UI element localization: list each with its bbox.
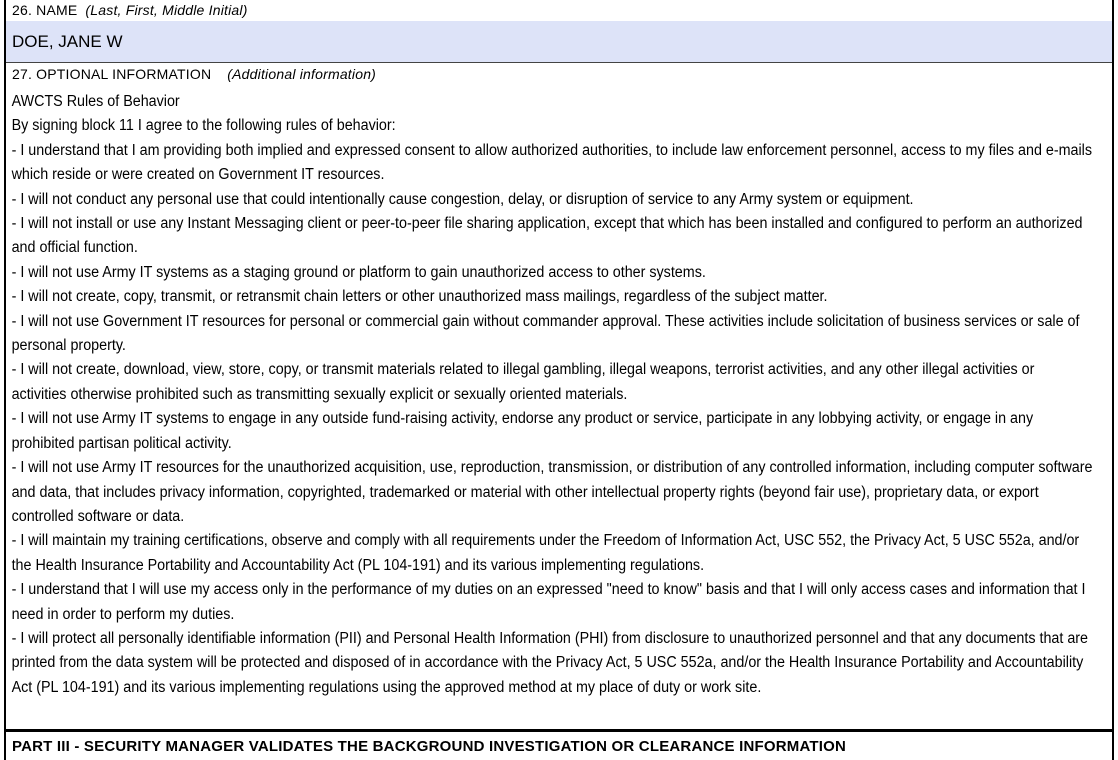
text-line: - I will protect all personally identifiable information (PII) and Personal Health Information (PHI) from disclosure to unauthorized personnel and that any documents that are printed from the data system will be protected and disposed of in accordance with the Privacy Act, 5 USC 552a, and/or the Health Insurance Portability and Accountability Act (PL 104-191) and its various implementing regulations using the approved method at my place of duty or work site. xyxy=(11,629,1089,696)
text-line: - I will not conduct any personal use that could intentionally cause congestion, delay, or disruption of service to any Army system or equipment. xyxy=(11,190,914,208)
text-line: - I will not install or use any Instant Messaging client or peer-to-peer file sharing application, except that which has been installed and configured to perform an authorized and official function. xyxy=(11,215,1083,257)
text-line: - I will not create, copy, transmit, or retransmit chain letters or other unauthorized mass mailings, regardless of the subject matter. xyxy=(11,288,828,306)
text-line: - I will not use Army IT systems to engage in any outside fund-raising activity, endorse any product or service, participate in any lobbying activity, or engage in any prohibited partisan political activity. xyxy=(11,410,1034,452)
text-line: - I will not use Army IT systems as a staging ground or platform to gain unauthorized access to other systems. xyxy=(11,263,706,281)
field-26-hint: (Last, First, Middle Initial) xyxy=(85,2,248,18)
form-page xyxy=(4,0,1114,760)
name-input[interactable]: DOE, JANE W xyxy=(6,21,1112,63)
field-27-hint: (Additional information) xyxy=(227,66,377,82)
text-line: - I will not use Government IT resources for personal or commercial gain without commander approval. These activities include solicitation of business services or sale of personal property. xyxy=(11,312,1080,355)
field-27-label-row xyxy=(6,63,1112,86)
field-27-label: 27. OPTIONAL INFORMATION xyxy=(12,66,212,82)
text-line: - I understand that I am providing both implied and expressed consent to allow authorized authorities, to include law enforcement personnel, access to my files and e-mails which reside or were created on Government IT resources. xyxy=(11,141,1093,184)
text-line: - I understand that I will use my access only in the performance of my duties on an expressed "need to know" basis and that I will only access cases and information that I need in order to perform my duties. xyxy=(11,581,1086,623)
text-line: - I will not create, download, view, store, copy, or transmit materials related to illegal gambling, illegal weapons, terrorist activities, and any other illegal activities or activities otherwise prohibited such as transmitting sexually explicit or sexually oriented materials. xyxy=(11,361,1035,403)
field-26-label-row xyxy=(6,0,1112,21)
section-divider xyxy=(6,729,1112,732)
text-line: AWCTS Rules of Behavior xyxy=(11,93,180,110)
field-26-label: 26. NAME xyxy=(12,2,78,18)
text-line: - I will not use Army IT resources for the unauthorized acquisition, use, reproduction, transmission, or distribution of any controlled information, including computer software and data, that includes privacy information, copyrighted, trademarked or material with other intellectual property rights (beyond fair use), proprietary data, or export controlled software or data. xyxy=(11,459,1093,525)
text-line: By signing block 11 I agree to the following rules of behavior: xyxy=(11,117,396,135)
optional-information-text[interactable] xyxy=(6,86,1099,700)
text-line: - I will maintain my training certifications, observe and comply with all requirements under the Freedom of Information Act, USC 552, the Privacy Act, 5 USC 552a, and/or the Health Insurance Portability and Accountability Act (PL 104-191) and its various implementing regulations. xyxy=(11,532,1080,574)
part-3-heading: PART III - SECURITY MANAGER VALIDATES THE BACKGROUND INVESTIGATION OR CLEARANCE INFORMATION xyxy=(12,738,847,755)
